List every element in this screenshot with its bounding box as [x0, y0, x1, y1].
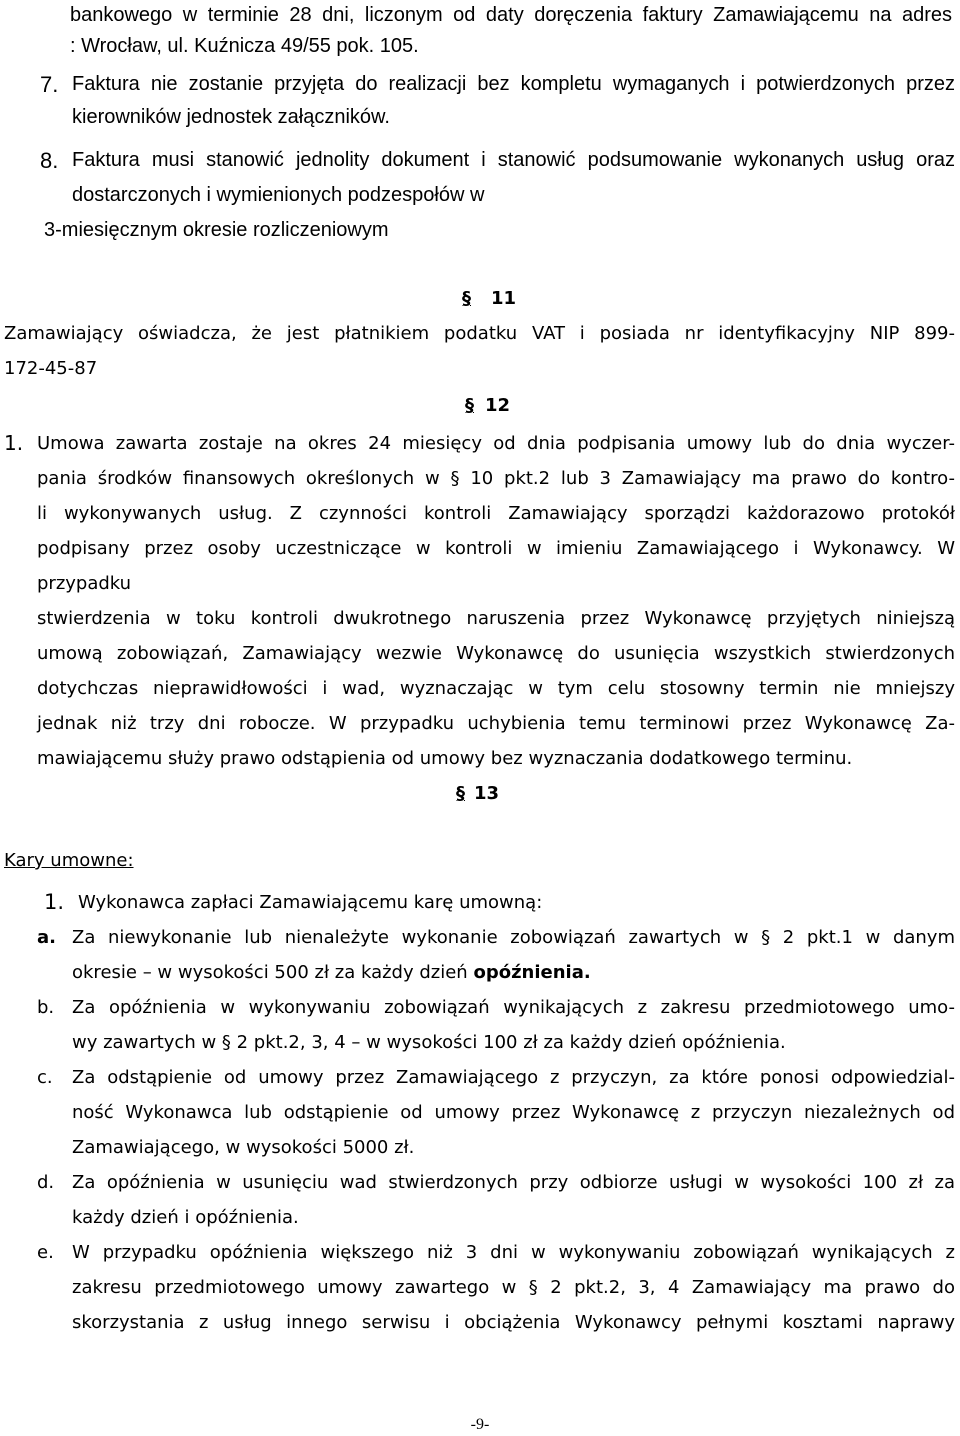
paragraph-line: 172-45-87: [4, 358, 98, 379]
list-item-d: [0, 1165, 960, 1235]
section-sign: §: [465, 395, 474, 416]
point-text: [37, 426, 955, 776]
point-number: 1.: [44, 890, 65, 914]
paragraph-line: przypadku: [37, 573, 132, 594]
penalties-heading: Kary umowne:: [4, 850, 134, 871]
paragraph-line: mawiającemu służy prawo odstąpienia od umowy bez wyznaczania dodatkowego terminu.: [37, 748, 853, 769]
paragraph-line: Zamawiającego, w wysokości 5000 zł.: [72, 1137, 415, 1158]
list-letter: b.: [37, 997, 55, 1018]
paragraph-line: Faktura musi stanowić jednolity dokument i stanowić podsumowanie wykonanych usług oraz: [72, 149, 955, 171]
paragraph-line: jednak niż trzy dni robocze. W przypadku uchybienia temu terminowi przez Wykonawcę Za-: [37, 713, 955, 734]
list-number: 8.: [40, 148, 59, 173]
paragraph-line: 3-miesięcznym okresie rozliczeniowym: [44, 219, 389, 241]
point-text: Wykonawca zapłaci Zamawiającemu karę umowną:: [78, 892, 543, 913]
paragraph-line: [72, 955, 955, 990]
section-sign: §: [462, 288, 471, 309]
list-letter: a.: [37, 927, 56, 948]
section-number: 13: [474, 783, 500, 804]
section-heading-12: [465, 388, 510, 423]
paragraph-line: Za odstąpienie od umowy przez Zamawiającego z przyczyn, za które ponosi odpowiedzial-: [72, 1067, 955, 1088]
item-6-continuation: [70, 0, 952, 62]
paragraph-line: dotychczas nieprawidłowości i wad, wyznaczając w tym celu stosowny termin nie mniejszy: [37, 678, 955, 699]
paragraph-line: pania środków finansowych określonych w § 10 pkt.2 lub 3 Zamawiający ma prawo do kontro-: [37, 468, 955, 489]
list-letter: c.: [37, 1067, 53, 1088]
list-item-b: [0, 990, 960, 1060]
paragraph-line: li wykonywanych usług. Z czynności kontroli Zamawiający sporządzi każdorazowo protokół: [37, 503, 955, 524]
paragraph-line: : Wrocław, ul. Kuźnicza 49/55 pok. 105.: [70, 35, 419, 57]
list-item-text: [72, 1165, 955, 1235]
section-number: 11: [491, 288, 517, 309]
list-item-text: [72, 68, 955, 134]
paragraph-line: stwierdzenia w toku kontroli dwukrotnego naruszenia przez Wykonawcę przyjętych niniejszą: [37, 608, 955, 629]
section-heading-11: [462, 281, 516, 316]
list-item-text: [44, 143, 955, 248]
paragraph-line: każdy dzień i opóźnienia.: [72, 1207, 299, 1228]
list-letter: d.: [37, 1172, 55, 1193]
paragraph-line: Umowa zawarta zostaje na okres 24 miesięcy od dnia podpisania umowy lub do dnia wyczer-: [37, 433, 955, 454]
section-sign: §: [456, 783, 465, 804]
section-heading-13: [456, 776, 499, 811]
paragraph-line: podpisany przez osoby uczestniczące w kontroli w imieniu Zamawiającego i Wykonawcy. W: [37, 538, 955, 559]
list-item-e: [0, 1235, 960, 1340]
paragraph-line: Za opóźnienia w wykonywaniu zobowiązań wynikających z zakresu przedmiotowego umo-: [72, 997, 955, 1018]
emphasized-text: opóźnienia.: [473, 962, 591, 983]
penalties-point-1: [0, 885, 960, 920]
paragraph-line: Za opóźnienia w usunięciu wad stwierdzonych przy odbiorze usługi w wysokości 100 zł za: [72, 1172, 955, 1193]
paragraph-line: kierowników jednostek załączników.: [72, 106, 390, 128]
page-number: -9-: [470, 1416, 490, 1433]
paragraph-line: wy zawartych w § 2 pkt.2, 3, 4 – w wysokości 100 zł za każdy dzień opóźnienia.: [72, 1032, 786, 1053]
penalties-list: [0, 920, 960, 1340]
paragraph-line: Za niewykonanie lub nienależyte wykonanie zobowiązań zawartych w § 2 pkt.1 w danym: [72, 927, 955, 948]
list-number: 7.: [40, 72, 59, 97]
paragraph-line: zakresu przedmiotowego umowy zawartego w § 2 pkt.2, 3, 4 Zamawiający ma prawo do: [72, 1277, 955, 1298]
paragraph-line: Faktura nie zostanie przyjęta do realizacji bez kompletu wymaganych i potwierdzonych przez: [72, 73, 955, 95]
list-item-text: [72, 990, 955, 1060]
paragraph-line: bankowego w terminie 28 dni, liczonym od daty doręczenia faktury Zamawiającemu na adres: [70, 4, 952, 26]
section-11-text: [4, 316, 955, 386]
paragraph-line: dostarczonych i wymienionych podzespołów w: [72, 184, 485, 206]
section-number: 12: [485, 395, 511, 416]
list-item-text: [72, 1235, 955, 1340]
line-text: okresie – w wysokości 500 zł za każdy dzień: [72, 962, 468, 983]
list-item-a: [0, 920, 960, 990]
list-letter: e.: [37, 1242, 54, 1263]
paragraph-line: umową zobowiązań, Zamawiający wezwie Wykonawcę do usunięcia wszystkich stwierdzonych: [37, 643, 955, 664]
paragraph-line: W przypadku opóźnienia większego niż 3 dni w wykonywaniu zobowiązań wynikających z: [72, 1242, 955, 1263]
paragraph-line: Zamawiający oświadcza, że jest płatnikiem podatku VAT i posiada nr identyfikacyjny NIP 899-: [4, 323, 955, 344]
paragraph-line: skorzystania z usług innego serwisu i obciążenia Wykonawcy pełnymi kosztami naprawy: [72, 1312, 955, 1333]
paragraph-line: ność Wykonawca lub odstąpienie od umowy przez Wykonawcę z przyczyn niezależnych od: [72, 1102, 955, 1123]
list-item-c: [0, 1060, 960, 1165]
list-item-text: [72, 920, 955, 990]
list-item-text: [72, 1060, 955, 1165]
point-number: 1.: [4, 431, 24, 455]
